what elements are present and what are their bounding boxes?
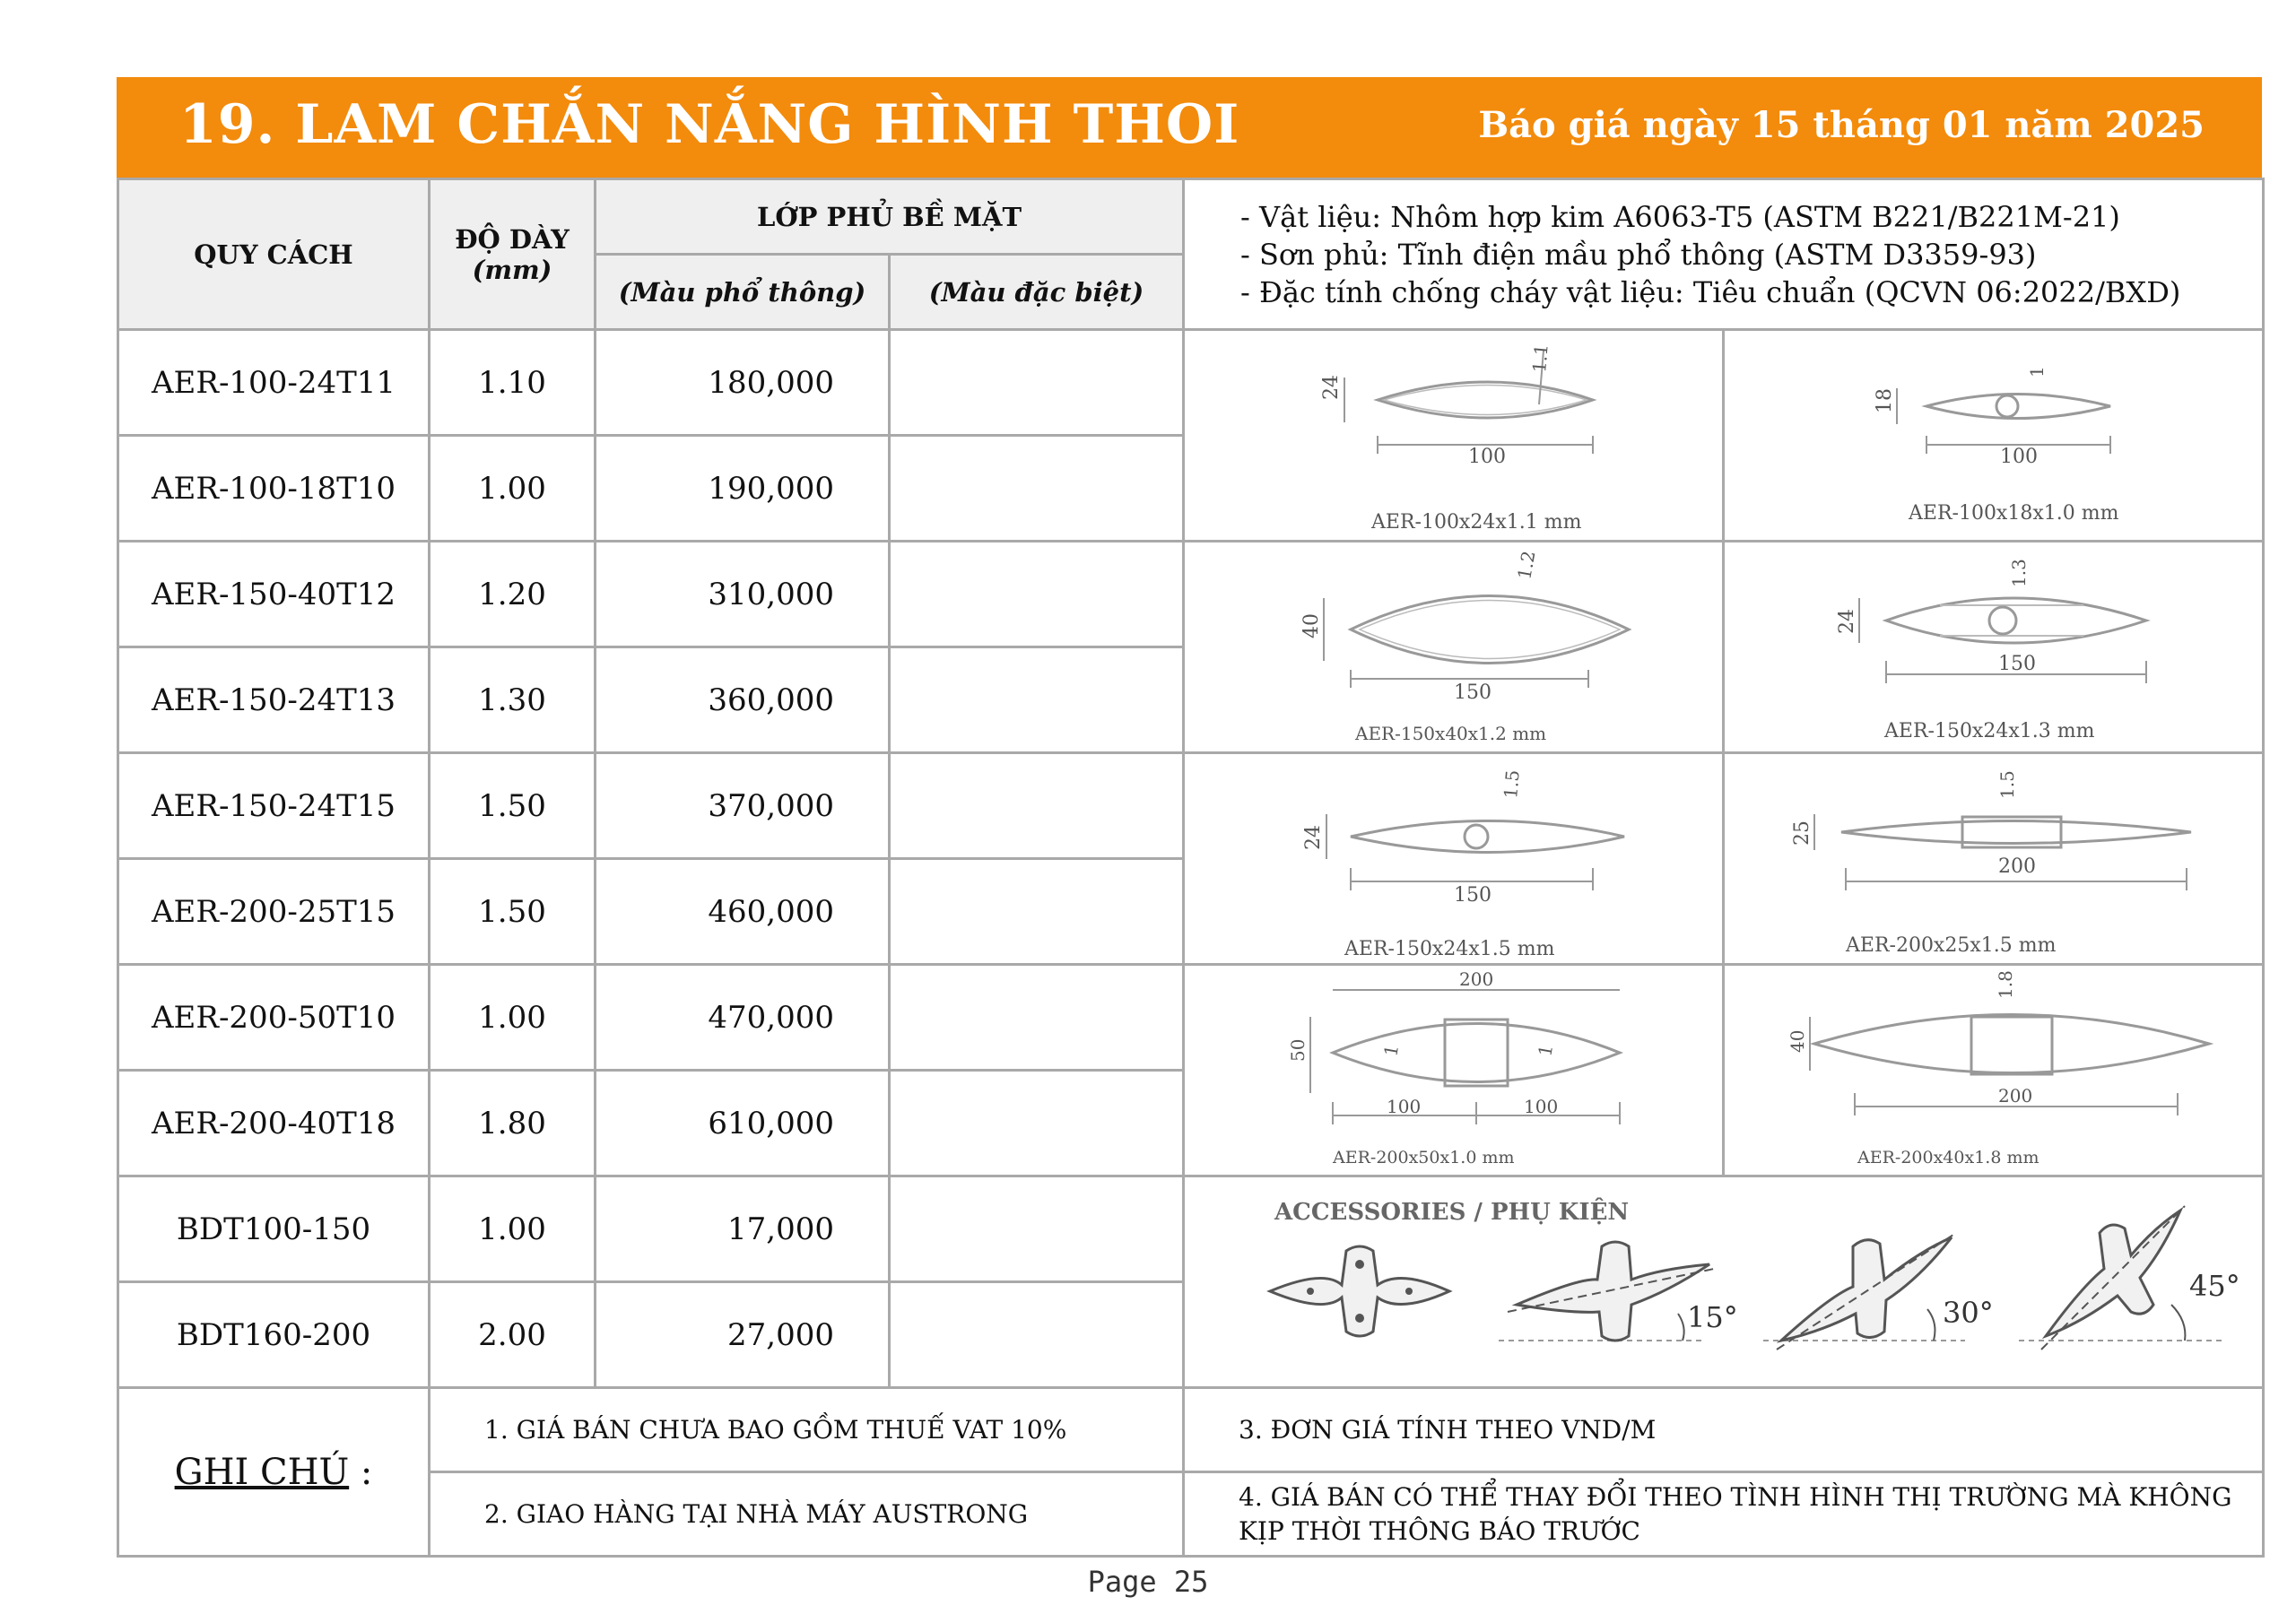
product-thickness: 1.50	[430, 859, 596, 965]
notes-label	[118, 1388, 430, 1557]
profile-caption: AER-150x24x1.3 mm	[1884, 719, 2095, 742]
profile-thick-label: 1.2	[1513, 548, 1540, 581]
profile-drawing-cell	[1724, 965, 2264, 1176]
product-thickness: 1.10	[430, 330, 596, 436]
profile-caption: AER-150x40x1.2 mm	[1355, 722, 1547, 744]
profile-caption: AER-200x25x1.5 mm	[1846, 933, 2057, 957]
profile-width-label: 200	[1998, 855, 2037, 878]
profile-drawing-cell	[1724, 753, 2264, 965]
product-price: 470,000	[596, 965, 890, 1071]
special-price	[890, 859, 1184, 965]
accessories-title: ACCESSORIES / PHỤ KIỆN	[1274, 1198, 1630, 1226]
profile-width-label: 100	[1468, 445, 1507, 468]
header-special-color: (Màu đặc biệt)	[928, 276, 1144, 308]
product-code: AER-200-40T18	[118, 1071, 430, 1176]
note-item: 4. GIÁ BÁN CÓ THỂ THAY ĐỔI THEO TÌNH HÌNH THỊ TRƯỜNG MÀ KHÔNG KỊP THỜI THÔNG BÁO TRƯỚC	[1184, 1472, 2264, 1557]
special-price	[890, 753, 1184, 859]
angle-45-label: 45°	[2189, 1268, 2240, 1303]
header-thickness-label: ĐỘ DÀY	[455, 223, 570, 255]
accessories-drawing	[1185, 1179, 2259, 1385]
profile-drawing	[1725, 756, 2259, 962]
bracket-15deg	[1499, 1242, 1738, 1341]
profile-drawing	[1185, 333, 1719, 539]
spec-line-material: - Vật liệu: Nhôm hợp kim A6063-T5 (ASTM B221/B221M-21)	[1240, 199, 2120, 234]
profile-caption: AER-200x40x1.8 mm	[1857, 1147, 2039, 1167]
profile-thick-label: 1.5	[1500, 768, 1524, 799]
product-price: 370,000	[596, 753, 890, 859]
table-row	[118, 330, 2264, 436]
product-thickness: 1.00	[430, 436, 596, 542]
special-price	[890, 436, 1184, 542]
profile-width-label: 200	[1459, 968, 1494, 990]
product-thickness: 1.00	[430, 965, 596, 1071]
profile-height-label: 24	[1320, 374, 1344, 400]
product-code: AER-150-24T15	[118, 753, 430, 859]
product-price: 310,000	[596, 542, 890, 647]
profile-drawing-cell	[1724, 542, 2264, 753]
profile-drawing	[1725, 968, 2259, 1174]
product-thickness: 1.50	[430, 753, 596, 859]
product-price: 610,000	[596, 1071, 890, 1176]
table-row	[118, 1176, 2264, 1282]
profile-caption: AER-100x24x1.1 mm	[1371, 510, 1582, 534]
special-price	[890, 965, 1184, 1071]
note-item: 1. GIÁ BÁN CHƯA BAO GỒM THUẾ VAT 10%	[430, 1388, 1184, 1472]
product-thickness: 1.20	[430, 542, 596, 647]
note-item: 3. ĐƠN GIÁ TÍNH THEO VND/M	[1184, 1388, 2264, 1472]
product-code: AER-200-50T10	[118, 965, 430, 1071]
profile-height-label: 24	[1302, 824, 1326, 850]
profile-drawing-cell	[1184, 330, 1724, 542]
product-thickness: 1.30	[430, 647, 596, 753]
profile-width-label: 150	[1998, 652, 2037, 675]
page-number: Page 25	[1087, 1565, 1209, 1599]
profile-height-label: 50	[1287, 1038, 1309, 1062]
profile-width-label: 150	[1454, 883, 1492, 907]
product-thickness: 1.80	[430, 1071, 596, 1176]
quote-date: Báo giá ngày 15 tháng 01 năm 2025	[1478, 104, 2205, 146]
product-code: AER-150-40T12	[118, 542, 430, 647]
product-price: 360,000	[596, 647, 890, 753]
profile-height-label: 40	[1787, 1029, 1809, 1053]
profile-drawing	[1725, 333, 2259, 539]
table-row	[118, 542, 2264, 647]
material-specs	[1184, 179, 2264, 330]
bracket-30deg	[1763, 1233, 1994, 1350]
note-item: 2. GIAO HÀNG TẠI NHÀ MÁY AUSTRONG	[430, 1472, 1184, 1557]
profile-height-label: 25	[1791, 820, 1814, 846]
angle-30-label: 30°	[1943, 1295, 1994, 1330]
profile-width-label: 200	[1998, 1084, 2033, 1107]
product-code: AER-100-24T11	[118, 330, 430, 436]
profile-width-label: 150	[1454, 681, 1492, 704]
product-code: AER-100-18T10	[118, 436, 430, 542]
profile-thick-label: 1.3	[2008, 558, 2031, 587]
profile-thick-label: 1.5	[1996, 769, 2019, 799]
title-bar	[117, 77, 2262, 178]
profile-thick-label: 1.8	[1995, 969, 2017, 999]
header-thickness	[430, 179, 596, 330]
special-price	[890, 1071, 1184, 1176]
profile-drawing	[1185, 544, 1719, 751]
notes-colon: :	[349, 1451, 373, 1493]
special-price	[890, 647, 1184, 753]
table-row	[118, 753, 2264, 859]
bracket-45deg	[2019, 1206, 2240, 1350]
angle-15-label: 15°	[1687, 1299, 1738, 1334]
bracket-flat	[1270, 1246, 1449, 1336]
profile-drawing	[1185, 968, 1719, 1174]
profile-thick-label: 1	[1379, 1042, 1404, 1058]
profile-height-label: 24	[1836, 608, 1859, 634]
profile-half-width-label: 100	[1524, 1095, 1559, 1117]
profile-height-label: 40	[1300, 612, 1324, 638]
profile-width-label: 100	[2000, 445, 2039, 468]
header-common-color: (Màu phổ thông)	[618, 276, 866, 308]
profile-half-width-label: 100	[1387, 1095, 1422, 1117]
table-row	[118, 965, 2264, 1071]
spec-line-fire: - Đặc tính chống cháy vật liệu: Tiêu chuẩn (QCVN 06:2022/BXD)	[1240, 274, 2181, 309]
product-code: AER-150-24T13	[118, 647, 430, 753]
profile-drawing-cell	[1184, 753, 1724, 965]
profile-caption: AER-150x24x1.5 mm	[1344, 937, 1555, 960]
header-spec: QUY CÁCH	[118, 179, 430, 330]
special-price	[890, 330, 1184, 436]
profile-caption: AER-100x18x1.0 mm	[1909, 501, 2119, 525]
profile-thick-label: 1.1	[1528, 343, 1552, 373]
product-thickness: 1.00	[430, 1176, 596, 1282]
product-price: 27,000	[596, 1282, 890, 1388]
price-sheet	[117, 77, 2262, 1558]
profile-drawing-cell	[1184, 542, 1724, 753]
product-code: BDT160-200	[118, 1282, 430, 1388]
product-code: BDT100-150	[118, 1176, 430, 1282]
price-table	[117, 178, 2265, 1558]
special-price	[890, 542, 1184, 647]
notes-row	[118, 1472, 2264, 1557]
product-code: AER-200-25T15	[118, 859, 430, 965]
product-price: 460,000	[596, 859, 890, 965]
notes-label-text: GHI CHÚ	[174, 1451, 350, 1493]
profile-thick-label: 1	[2026, 365, 2048, 378]
header-thickness-unit: (mm)	[472, 254, 552, 285]
profile-thick-label: 1	[1534, 1042, 1558, 1058]
profile-drawing-cell	[1184, 965, 1724, 1176]
profile-drawing-cell	[1724, 330, 2264, 542]
profile-caption: AER-200x50x1.0 mm	[1333, 1147, 1515, 1167]
profile-drawing	[1185, 756, 1719, 962]
profile-drawing	[1725, 544, 2259, 751]
product-price: 190,000	[596, 436, 890, 542]
product-thickness: 2.00	[430, 1282, 596, 1388]
product-price: 180,000	[596, 330, 890, 436]
product-price: 17,000	[596, 1176, 890, 1282]
profile-height-label: 18	[1874, 387, 1897, 413]
accessories-cell	[1184, 1176, 2264, 1388]
header-coating: LỚP PHỦ BỀ MẶT	[596, 179, 1184, 255]
page-title: 19. LAM CHẮN NẮNG HÌNH THOI	[179, 93, 1240, 156]
notes-row	[118, 1388, 2264, 1472]
special-price	[890, 1282, 1184, 1388]
spec-line-coating: - Sơn phủ: Tĩnh điện mầu phổ thông (ASTM D3359-93)	[1240, 237, 2037, 272]
special-price	[890, 1176, 1184, 1282]
